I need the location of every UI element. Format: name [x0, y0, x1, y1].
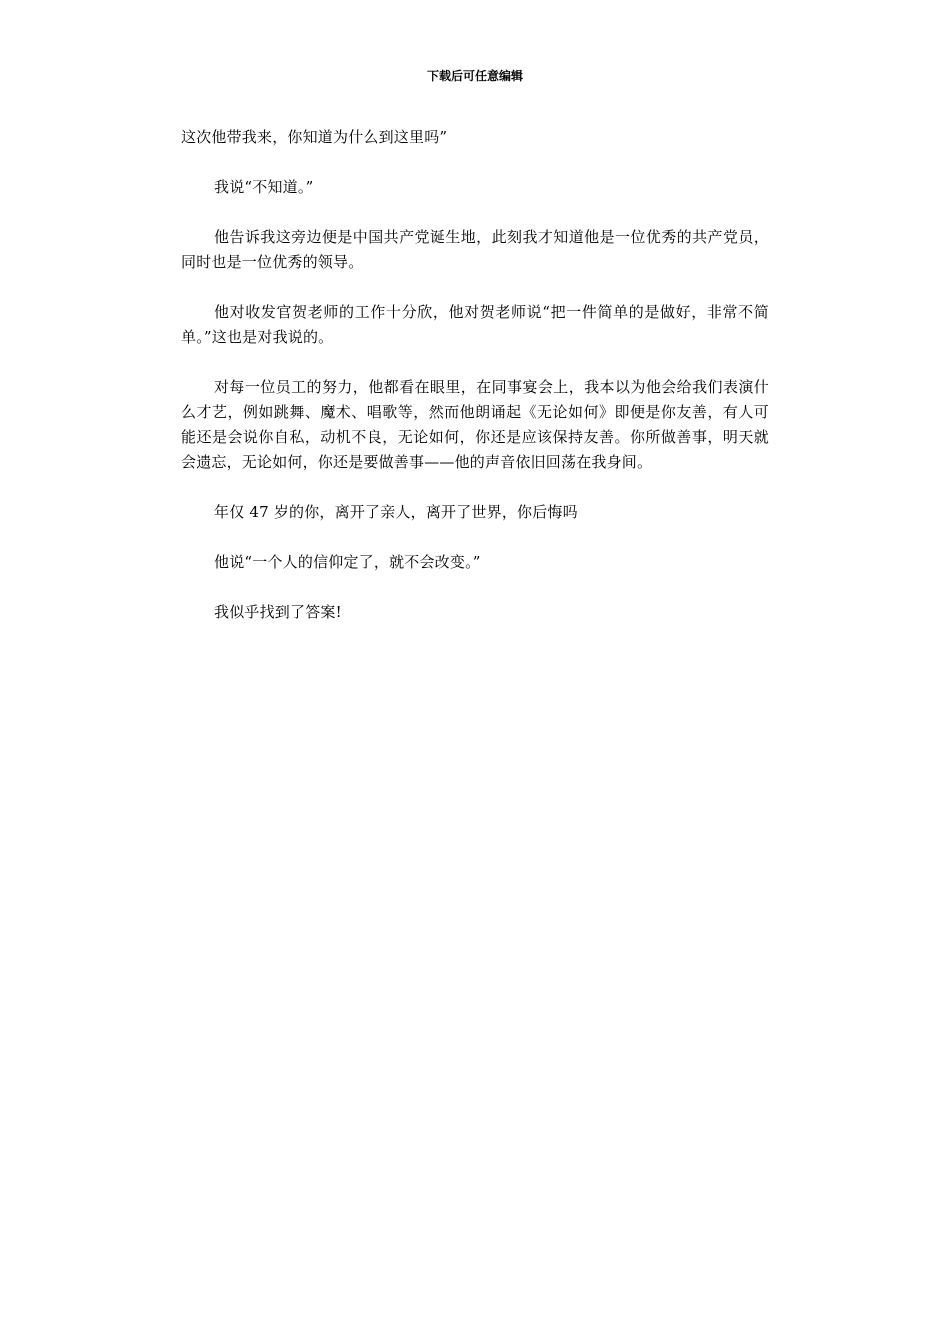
- document-body: [181, 125, 769, 650]
- page-header-note: 下载后可任意编辑: [426, 69, 523, 83]
- paragraph: 他说“一个人的信仰定了，就不会改变。”: [214, 553, 481, 571]
- paragraph: 我说“不知道。”: [214, 178, 314, 196]
- paragraph: 这次他带我来，你知道为什么到这里吗”: [181, 128, 448, 146]
- paragraph: 他告诉我这旁边便是中国共产党诞生地，此刻我才知道他是一位优秀的共产党员，同时也是一位优秀的领导。: [181, 228, 769, 271]
- paragraph: 对每一位员工的努力，他都看在眼里，在同事宴会上，我本以为他会给我们表演什么才艺，例如跳舞、魔术、唱歌等，然而他朗诵起《无论如何》即便是你友善，有人可能还是会说你自私，动机不良，无论如何，你还是应该保持友善。你所做善事，明天就会遗忘，无论如何，你还是要做善事——他的声音依旧回荡在我身间。: [181, 378, 769, 471]
- paragraph: 他对收发官贺老师的工作十分欣，他对贺老师说“把一件简单的是做好，非常不简单。”这也是对我说的。: [181, 303, 769, 346]
- paragraph: 年仅 47 岁的你，离开了亲人，离开了世界，你后悔吗: [214, 503, 578, 521]
- paragraph: 我似乎找到了答案!: [214, 603, 342, 621]
